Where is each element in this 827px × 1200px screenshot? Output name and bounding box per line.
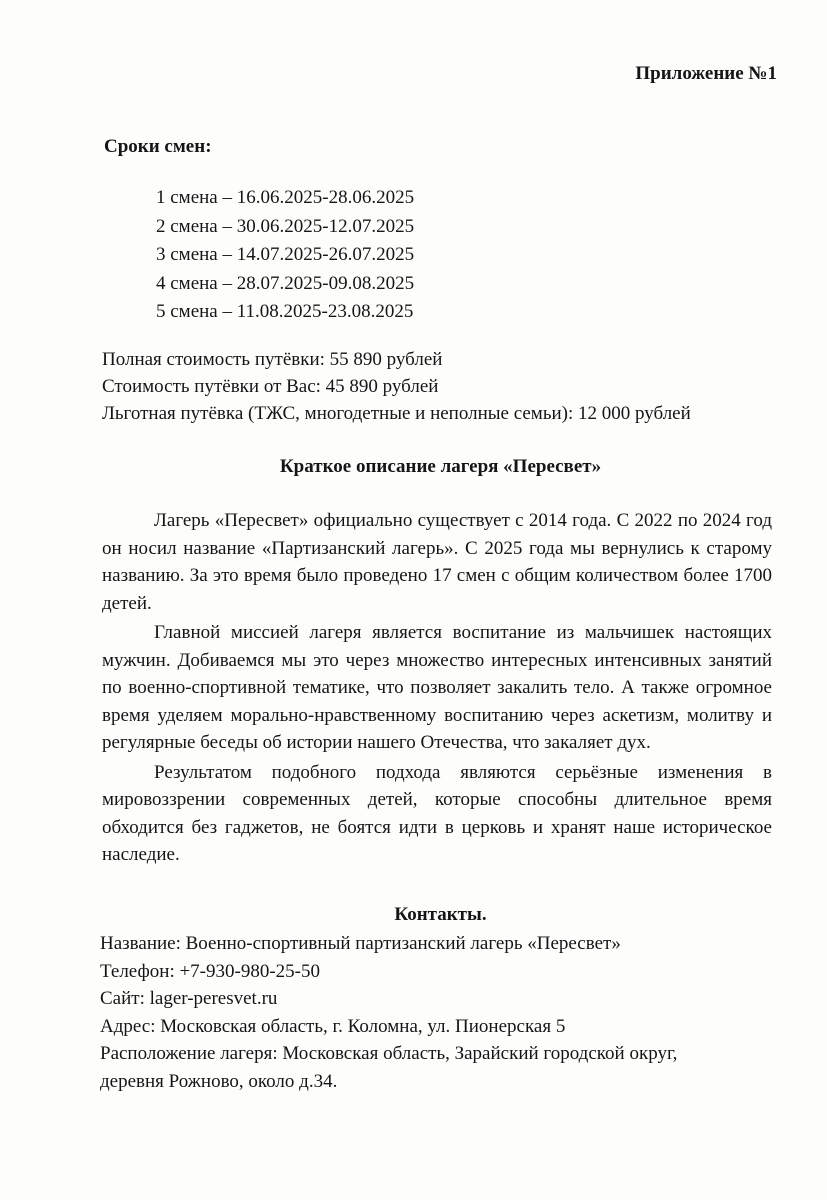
shift-item: 1 смена – 16.06.2025-28.06.2025 xyxy=(156,187,415,208)
contact-name: Название: Военно-спортивный партизанский лагерь «Пересвет» xyxy=(100,933,621,954)
contact-location-continued: деревня Рожново, около д.34. xyxy=(100,1070,338,1092)
shifts-list xyxy=(156,184,414,327)
contact-site: Сайт: lager-peresvet.ru xyxy=(100,988,278,1009)
camp-description-heading: Краткое описание лагеря «Пересвет» xyxy=(279,456,602,477)
contacts-block xyxy=(100,930,677,1095)
price-full: Полная стоимость путёвки: 55 890 рублей xyxy=(102,349,443,370)
shift-item: 2 смена – 30.06.2025-12.07.2025 xyxy=(156,215,415,237)
price-from-you: Стоимость путёвки от Вас: 45 890 рублей xyxy=(102,376,439,397)
shift-item: 3 смена – 14.07.2025-26.07.2025 xyxy=(156,244,415,265)
price-discounted: Льготная путёвка (ТЖС, многодетные и неполные семьи): 12 000 рублей xyxy=(102,403,691,424)
shift-item: 5 смена – 11.08.2025-23.08.2025 xyxy=(156,301,414,322)
camp-description xyxy=(102,507,772,871)
contact-address: Адрес: Московская область, г. Коломна, ул. Пионерская 5 xyxy=(100,1015,566,1037)
shifts-heading: Сроки смен: xyxy=(104,136,212,157)
description-paragraph: Результатом подобного подхода являются серьёзные изменения в мировоззрении современных детей, которые способны длительное время обходится без гаджетов, не боятся идти в церковь и хранят наше историческое наследие. xyxy=(102,761,772,865)
contact-location: Расположение лагеря: Московская область, Зарайский городской округ, xyxy=(100,1043,678,1064)
contact-phone: Телефон: +7-930-980-25-50 xyxy=(100,960,320,982)
description-paragraph: Главной миссией лагеря является воспитание из мальчишек настоящих мужчин. Добиваемся мы это через множество интересных интенсивных занятий по военно-спортивной тематике, что позволяет закалить тело. А также огромное время уделяем морально-нравственному воспитанию через аскетизм, молитву и регулярные беседы об истории нашего Отечества, что закаляет дух. xyxy=(102,622,772,753)
prices-block xyxy=(102,346,691,427)
contacts-heading: Контакты. xyxy=(394,904,487,925)
shift-item: 4 смена – 28.07.2025-09.08.2025 xyxy=(156,272,415,294)
description-paragraph: Лагерь «Пересвет» официально существует с 2014 года. С 2022 по 2024 год он носил название «Партизанский лагерь». С 2025 года мы вернулись к старому названию. За это время было проведено 17 смен с общим количеством более 1700 детей. xyxy=(102,510,772,614)
appendix-title: Приложение №1 xyxy=(635,63,777,84)
